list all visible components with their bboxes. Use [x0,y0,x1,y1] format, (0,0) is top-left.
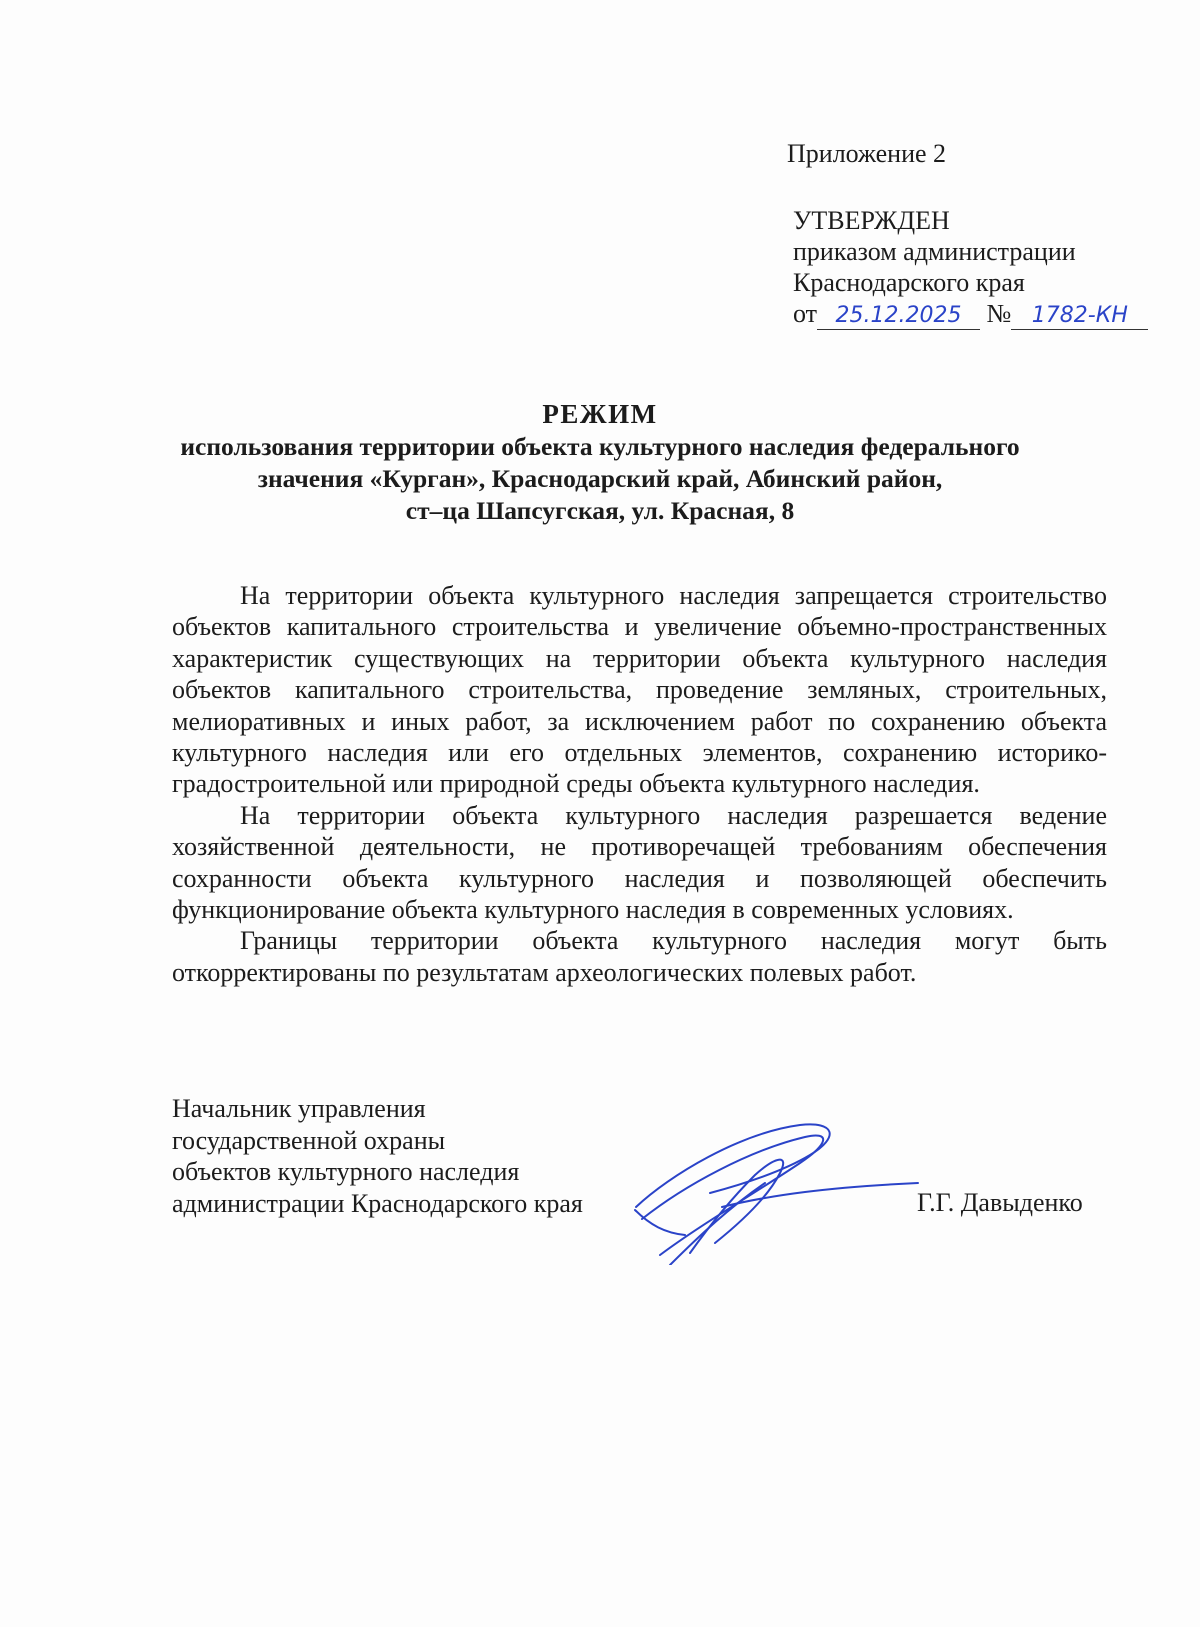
body-paragraph-2: На территории объекта культурного наследия разрешается ведение хозяйственной деятельности, не противоречащей требованиям обеспечения сохранности объекта культурного наследия и позволяющей обеспечить функционирование объекта культурного наследия в современных условиях. [172,800,1107,925]
number-prefix: № [986,299,1012,328]
handwritten-signature [630,1115,920,1265]
signer-position-line-4: администрации Краснодарского края [172,1188,583,1218]
title-line-2: значения «Курган», Краснодарский край, Абинский район, [257,464,943,493]
approval-line-2: Краснодарского края [793,268,1025,297]
order-number-handwritten: 1782-КН [1011,303,1148,330]
order-reference [793,298,1148,330]
approval-line-1: приказом администрации [793,237,1076,266]
signer-position-line-2: государственной охраны [172,1125,446,1155]
signer-position-line-1: Начальник управления [172,1094,426,1123]
date-prefix: от [793,299,818,328]
document-body [172,580,1107,988]
title-main: РЕЖИМ [542,399,658,429]
signer-position-line-3: объектов культурного наследия [172,1157,520,1186]
document-title [0,397,1200,527]
order-date-handwritten: 25.12.2025 [817,303,980,330]
title-line-3: ст–ца Шапсугская, ул. Красная, 8 [405,496,795,525]
body-paragraph-3: Границы территории объекта культурного наследия могут быть откорректированы по результатам археологических полевых работ. [172,926,1107,987]
signer-position [172,1093,583,1219]
approval-status: УТВЕРЖДЕН [793,206,950,235]
body-paragraph-1: На территории объекта культурного наследия запрещается строительство объектов капитального строительства и увеличение объемно-пространственных характеристик существующих на территории объекта культурного наследия объектов капитального строительства, проведение земляных, строительных, мелиоративных и иных работ, за исключением работ по сохранению объекта культурного наследия или его отдельных элементов, сохранению историко-градостроительной или природной среды объекта культурного наследия. [172,581,1107,799]
approval-block [793,205,1148,330]
title-line-1: использования территории объекта культурного наследия федерального [180,432,1020,461]
signer-name: Г.Г. Давыденко [917,1188,1083,1217]
appendix-label: Приложение 2 [787,139,947,168]
